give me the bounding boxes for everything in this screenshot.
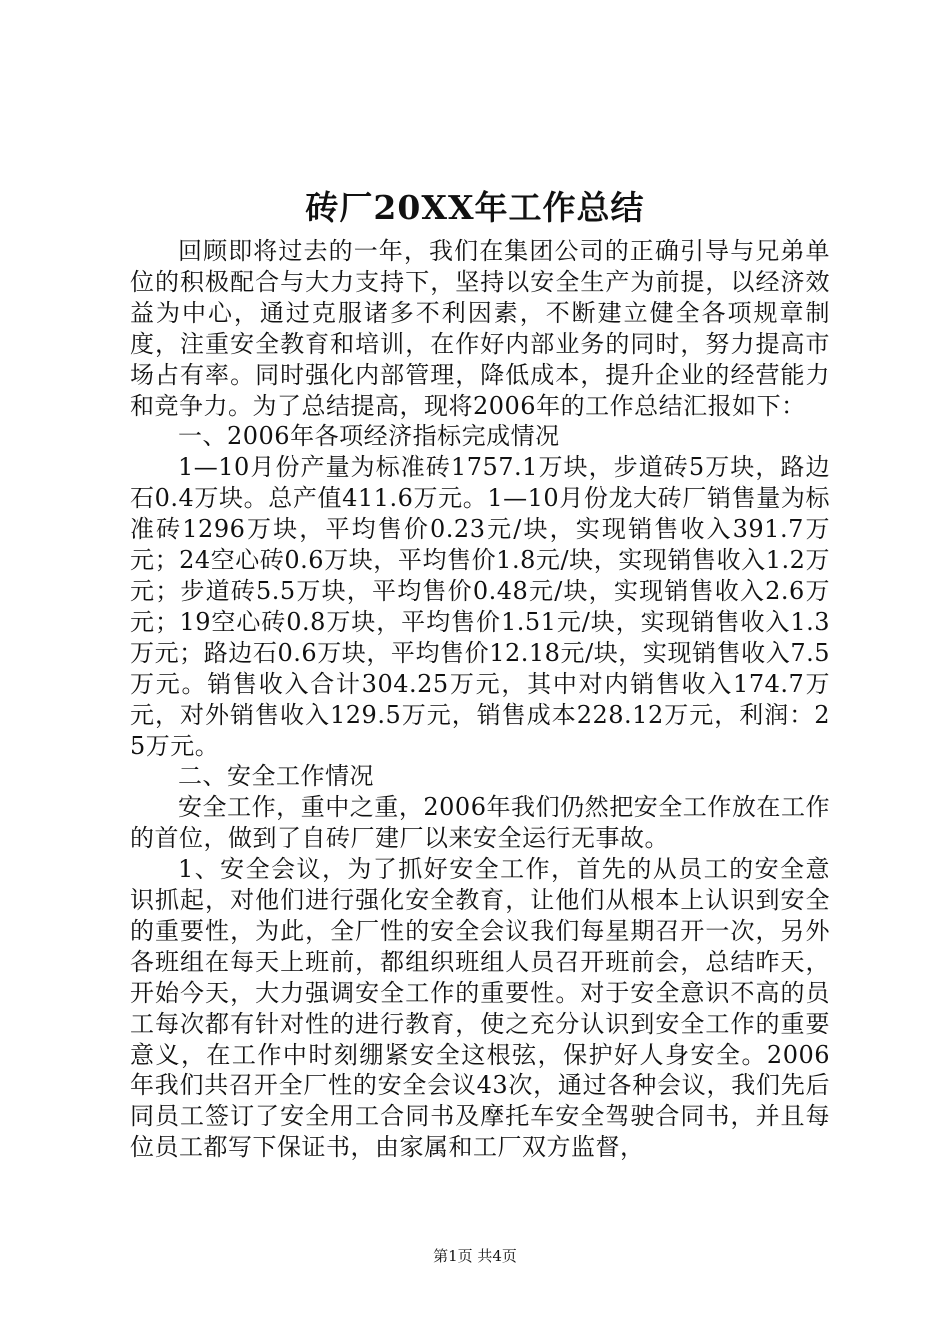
section-heading-safety: 二、安全工作情况 [178,762,374,791]
document-body [130,236,830,1163]
economic-paragraph: 1—10月份产量为标准砖1757.1万块，步道砖5万块，路边石0.4万块。总产值411.6万元。1—10月份龙大砖厂销售量为标准砖1296万块，平均售价0.23元/块，实现销售收入391.7万元；24空心砖0.6万块，平均售价1.8元/块，实现销售收入1.2万元；步道砖5.5万块，平均售价0.48元/块，实现销售收入2.6万元；19空心砖0.8万块，平均售价1.51元/块，实现销售收入1.3万元；路边石0.6万块，平均售价12.18元/块，实现销售收入7.5万元。销售收入合计304.25万元，其中对内销售收入174.7万元，对外销售收入129.5万元，销售成本228.12万元，利润：25万元。 [130,453,830,760]
page-footer: 第1页 共4页 [433,1247,517,1265]
section-heading-economic: 一、2006年各项经济指标完成情况 [178,422,560,451]
document-title: 砖厂20XX年工作总结 [305,188,645,227]
intro-paragraph: 回顾即将过去的一年，我们在集团公司的正确引导与兄弟单位的积极配合与大力支持下，坚持以安全生产为前提，以经济效益为中心，通过克服诸多不利因素，不断建立健全各项规章制度，注重安全教育和培训，在作好内部业务的同时，努力提高市场占有率。同时强化内部管理，降低成本，提升企业的经营能力和竞争力。为了总结提高，现将2006年的工作总结汇报如下： [130,237,830,420]
safety-intro-paragraph: 安全工作，重中之重，2006年我们仍然把安全工作放在工作的首位，做到了自砖厂建厂以来安全运行无事故。 [130,793,830,853]
safety-meeting-paragraph: 1、安全会议，为了抓好安全工作，首先的从员工的安全意识抓起，对他们进行强化安全教育，让他们从根本上认识到安全的重要性，为此，全厂性的安全会议我们每星期召开一次，另外各班组在每天上班前，都组织班组人员召开班前会，总结昨天，开始今天，大力强调安全工作的重要性。对于安全意识不高的员工每次都有针对性的进行教育，使之充分认识到安全工作的重要意义，在工作中时刻绷紧安全这根弦，保护好人身安全。2006年我们共召开全厂性的安全会议43次，通过各种会议，我们先后同员工签订了安全用工合同书及摩托车安全驾驶合同书，并且每位员工都写下保证书，由家属和工厂双方监督， [130,855,830,1162]
